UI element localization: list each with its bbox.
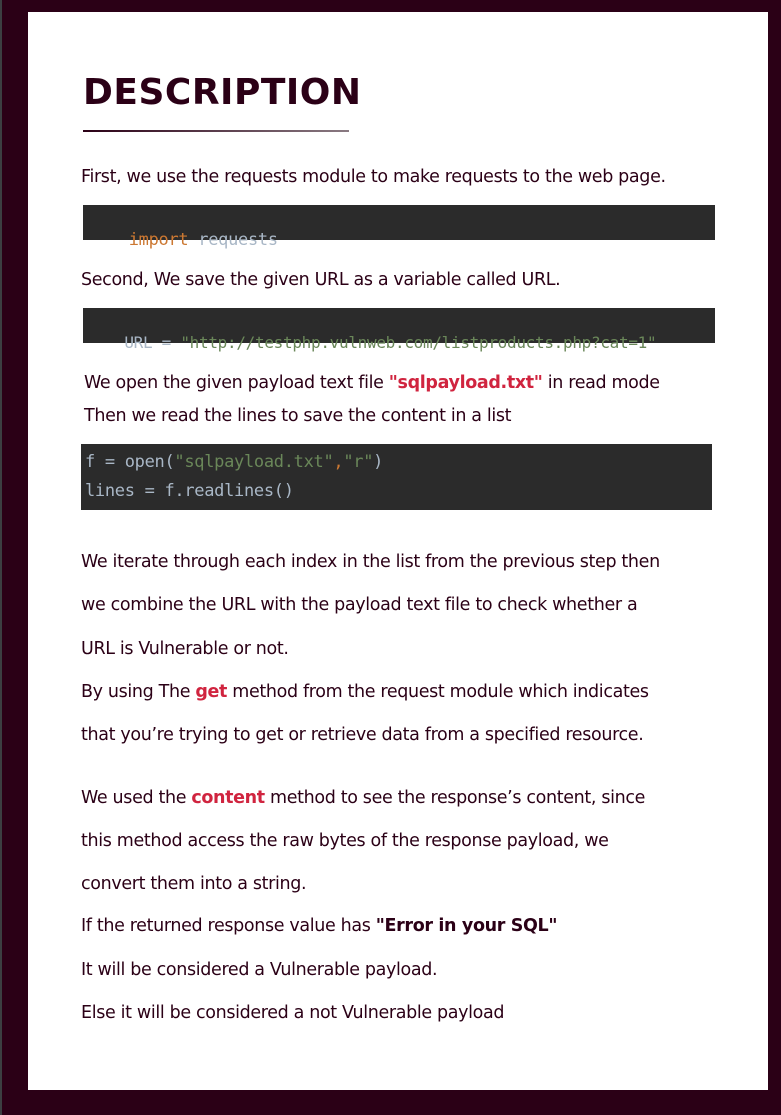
text: method to see the response’s content, since: [264, 788, 646, 808]
paragraph-url-intro: Second, We save the given URL as a variable called URL.: [81, 270, 561, 290]
code-string: "r": [343, 452, 374, 472]
text: in read mode: [542, 373, 660, 393]
highlight-content: content: [191, 788, 265, 808]
paragraph-error-check: [81, 916, 557, 936]
paragraph-vulnerable: It will be considered a Vulnerable payload.: [81, 960, 438, 980]
text: By using The: [81, 682, 196, 702]
code-text: requests: [188, 230, 278, 250]
code-block-open-file: [81, 444, 712, 510]
code-keyword: import: [128, 230, 189, 250]
code-block-import: [83, 205, 715, 250]
paragraph-not-vulnerable: Else it will be considered a not Vulnerable payload: [81, 1003, 505, 1023]
text: We used the: [81, 788, 192, 808]
paragraph-iterate-3: URL is Vulnerable or not.: [81, 639, 289, 659]
paragraph-content-method: [81, 788, 645, 808]
highlight-get: get: [195, 682, 228, 702]
title-underline: [83, 130, 349, 132]
paragraph-read-lines: Then we read the lines to save the content in a list: [84, 406, 512, 426]
code-text: lines = f.readlines(): [85, 481, 294, 501]
paragraph-get-method: [81, 682, 649, 702]
highlight-filename: "sqlpayload.txt": [388, 373, 543, 393]
window-edge: [0, 0, 2, 1115]
page-title: DESCRIPTION: [83, 72, 362, 113]
paragraph-get-method-2: that you’re trying to get or retrieve data from a specified resource.: [81, 725, 644, 745]
code-block-url: [83, 308, 715, 352]
paragraph-iterate-2: we combine the URL with the payload text file to check whether a: [81, 595, 638, 615]
code-text: URL =: [124, 333, 181, 352]
text: We open the given payload text file: [84, 373, 389, 393]
text: If the returned response value has: [81, 916, 376, 936]
code-text: ): [373, 452, 384, 472]
code-string: "http://testphp.vulnweb.com/listproducts.php?cat=1": [180, 333, 657, 352]
paragraph-iterate-1: We iterate through each index in the list from the previous step then: [81, 552, 660, 572]
code-punct: ,: [333, 452, 344, 472]
document-page: [28, 12, 768, 1090]
code-text: f = open(: [85, 452, 175, 472]
paragraph-open-file: [84, 373, 660, 393]
highlight-error-string: "Error in your SQL": [375, 916, 558, 936]
paragraph-content-2: this method access the raw bytes of the response payload, we: [81, 831, 609, 851]
paragraph-content-3: convert them into a string.: [81, 874, 307, 894]
code-string: "sqlpayload.txt": [174, 452, 334, 472]
text: method from the request module which indicates: [227, 682, 649, 702]
paragraph-requests-intro: First, we use the requests module to make requests to the web page.: [81, 167, 666, 187]
